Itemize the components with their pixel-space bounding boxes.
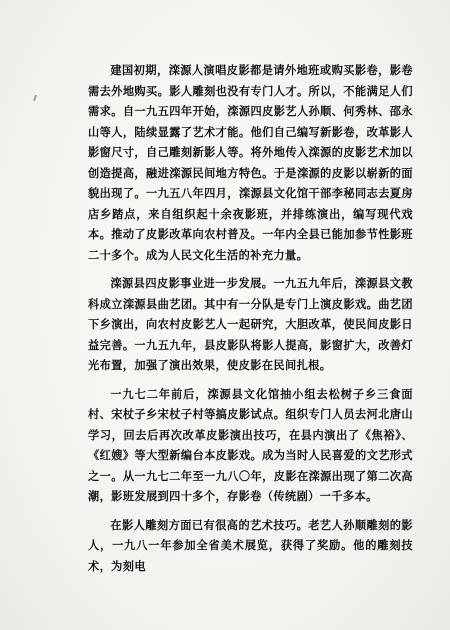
paragraph-3: 一九七二年前后，滦源县文化馆抽小组去松树子乡三食面村、宋杖子乡宋杖子村等搞皮影试点。组织专门人员去河北唐山学习，回去后再次改革皮影演出技巧，在县内演出了《焦裕》、《红嫂》等大型新编台本皮影戏。成为当时人民喜爱的文艺形式之一。从一九七二年至一九八〇年，皮影在滦源出现了第二次高潮，影班发展到四十多个，存影卷（传统剧）一千多本。 [88, 386, 413, 503]
document-body [88, 60, 413, 576]
paragraph-2: 滦源县四皮影事业进一步发展。一九五九年后，滦源县文教科成立滦源县曲艺团。其中有一分队是专门上演皮影戏。曲艺团下乡演出，向农村皮影艺人一起研究，大胆改革，使民间皮影日益完善。一九五九年，县皮影队将影人提高，影窗扩大，改善灯光布置，加强了演出效果，使皮影在民间扎根。 [88, 276, 413, 372]
paragraph-1: 建国初期，滦源人演唱皮影都是请外地班或购买影卷，影卷需去外地购买。影人雕刻也没有专门人才。所以，不能满足人们需求。自一九五四年开始，滦源四皮影艺人孙顺、何秀林、邵永山等人，陆续显露了艺术才能。他们自己编写新影卷，改革影人影窗尺寸，自己雕刻新影人等。将外地传入滦源的皮影艺术加以创造提高，融进滦源民间地方特色。于是滦源的皮影以崭新的面貌出现了。一九五八年四月，滦源县文化馆干部李秘同志去夏房店乡踏点，来自组织起十余夜影班，并排练演出，编写现代戏本。推动了皮影改革向农村普及。一年内全县已能加参节性影班二十多个。成为人民文化生活的补充力量。 [88, 63, 413, 262]
scan-mark [33, 95, 37, 101]
paragraph-4: 在影人雕刻方面已有很高的艺术技巧。老艺人孙顺雕刻的影人，一九八一年参加全省美术展览，获得了奖励。他的雕刻技术，为刻电 [88, 517, 413, 573]
